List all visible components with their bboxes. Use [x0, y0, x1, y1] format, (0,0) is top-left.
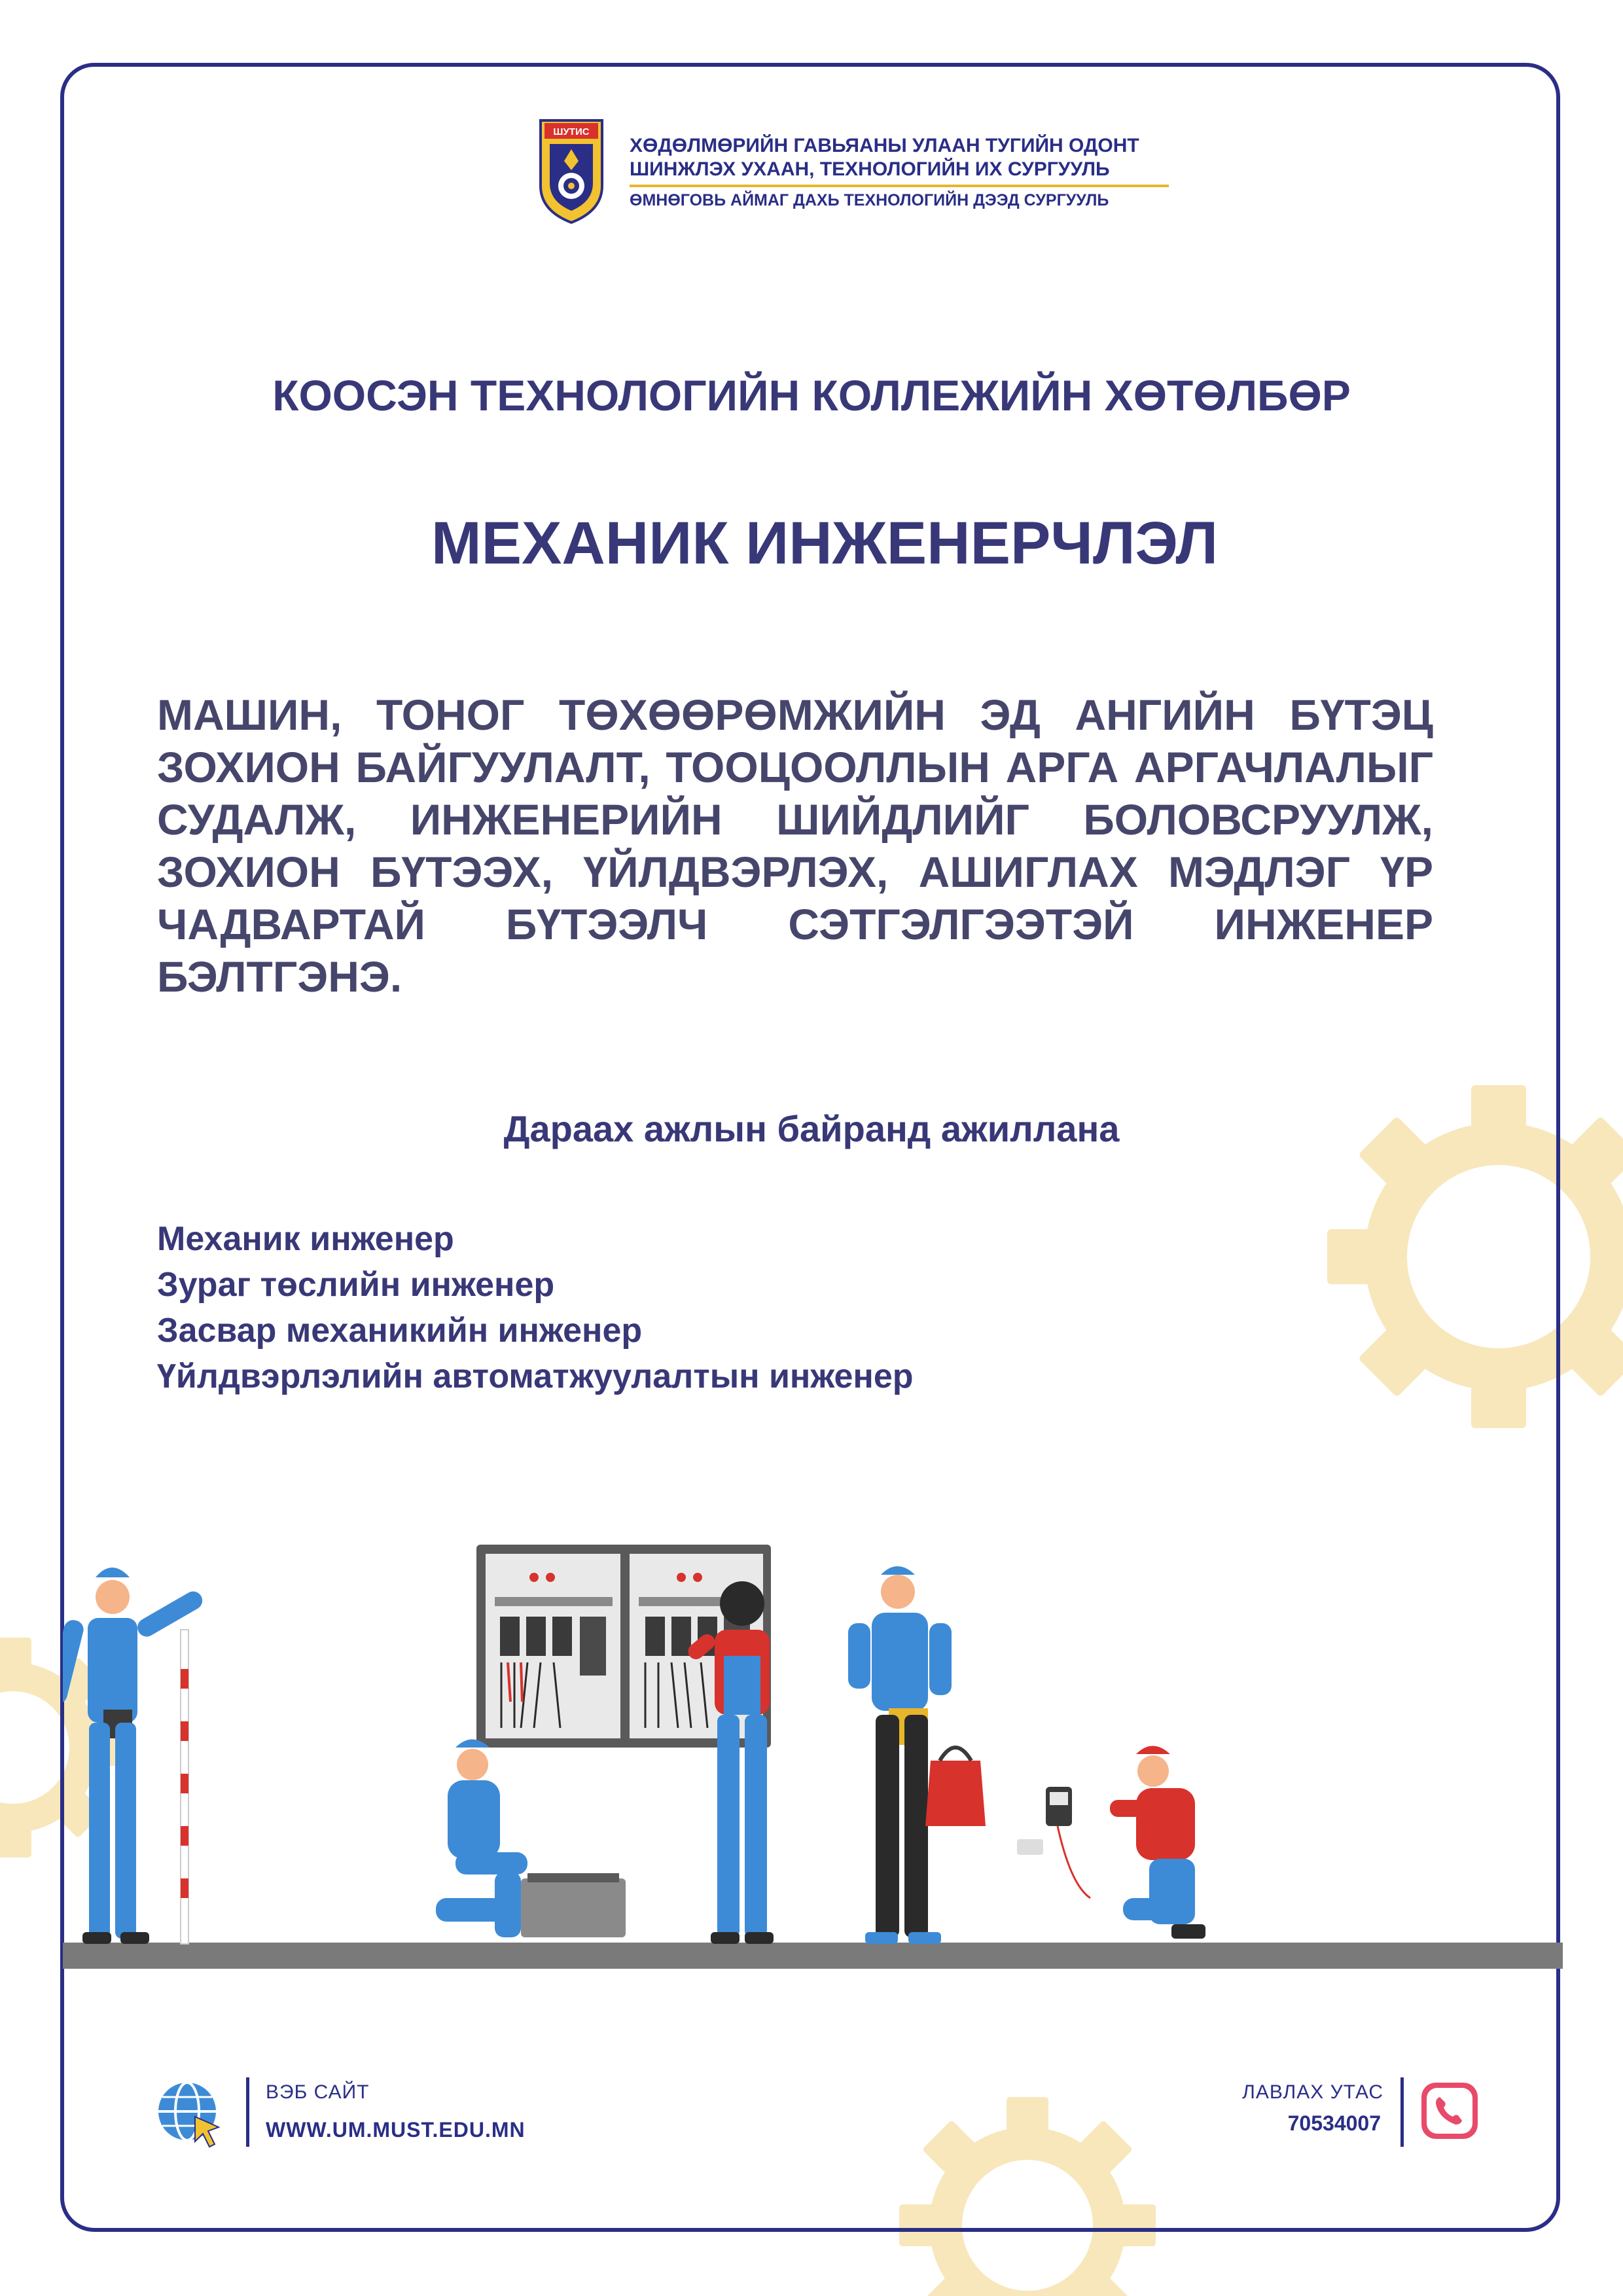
website-label: ВЭБ САЙТ	[266, 2081, 370, 2103]
footer-divider-left	[246, 2077, 249, 2147]
website-link[interactable]: WWW.UM.MUST.EDU.MN	[266, 2118, 526, 2142]
worker-standing-left	[63, 1568, 205, 1944]
phone-label: ЛАВЛАХ УТАС	[1242, 2081, 1383, 2103]
worker-with-toolbag	[848, 1566, 986, 1944]
list-item: Механик инженер	[157, 1220, 454, 1258]
list-item: Зураг төслийн инженер	[157, 1266, 555, 1304]
worker-kneeling-multimeter	[1017, 1746, 1205, 1939]
phone-number[interactable]: 70534007	[1287, 2111, 1381, 2135]
university-name-line1: ХӨДӨЛМӨРИЙН ГАВЬЯАНЫ УЛААН ТУГИЙН ОДОНТ	[630, 135, 1139, 156]
logo-badge-text: ШУТИС	[553, 126, 590, 137]
list-item: Үйлдвэрлэлийн автоматжуулалтын инженер	[157, 1357, 914, 1395]
major-title: МЕХАНИК ИНЖЕНЕРЧЛЭЛ	[431, 510, 1219, 577]
program-description: МАШИН, ТОНОГ ТӨХӨӨРӨМЖИЙН ЭД АНГИЙН БҮТЭЦ ЗОХИОН БАЙГУУЛАЛТ, ТООЦООЛЛЫН АРГА АРГАЧЛАЛЫГ СУДАЛЖ, ИНЖЕНЕРИЙН ШИЙДЛИЙГ БОЛОВСРУУЛЖ, ЗОХИОН БҮТЭЭХ, ҮЙЛДВЭРЛЭХ, АШИГЛАХ МЭДЛЭГ ҮР ЧАДВАРТАЙ БҮТЭЭЛЧ СЭТГЭЛГЭЭТЭЙ ИНЖЕНЕР БЭЛТГЭНЭ.	[157, 691, 1433, 1001]
engineers-illustration	[63, 1532, 1563, 1990]
list-item: Засвар механикийн инженер	[157, 1312, 643, 1350]
jobs-list	[157, 1216, 914, 1399]
worker-kneeling-battery	[436, 1740, 626, 1938]
logo-divider	[630, 185, 1169, 187]
university-name-line2: ШИНЖЛЭХ УХААН, ТЕХНОЛОГИЙН ИХ СУРГУУЛЬ	[630, 158, 1110, 180]
footer-divider-right	[1400, 2077, 1404, 2147]
program-title: КООСЭН ТЕХНОЛОГИЙН КОЛЛЕЖИЙН ХӨТӨЛБӨР	[272, 371, 1351, 420]
phone-icon	[1420, 2081, 1479, 2140]
jobs-heading: Дараах ажлын байранд ажиллана	[503, 1108, 1120, 1149]
school-name: ӨМНӨГОВЬ АЙМАГ ДАХЬ ТЕХНОЛОГИЙН ДЭЭД СУРГУУЛЬ	[630, 191, 1109, 209]
globe-icon	[154, 2079, 226, 2151]
floor-bar	[63, 1943, 1563, 1969]
university-shield-logo	[535, 115, 607, 225]
